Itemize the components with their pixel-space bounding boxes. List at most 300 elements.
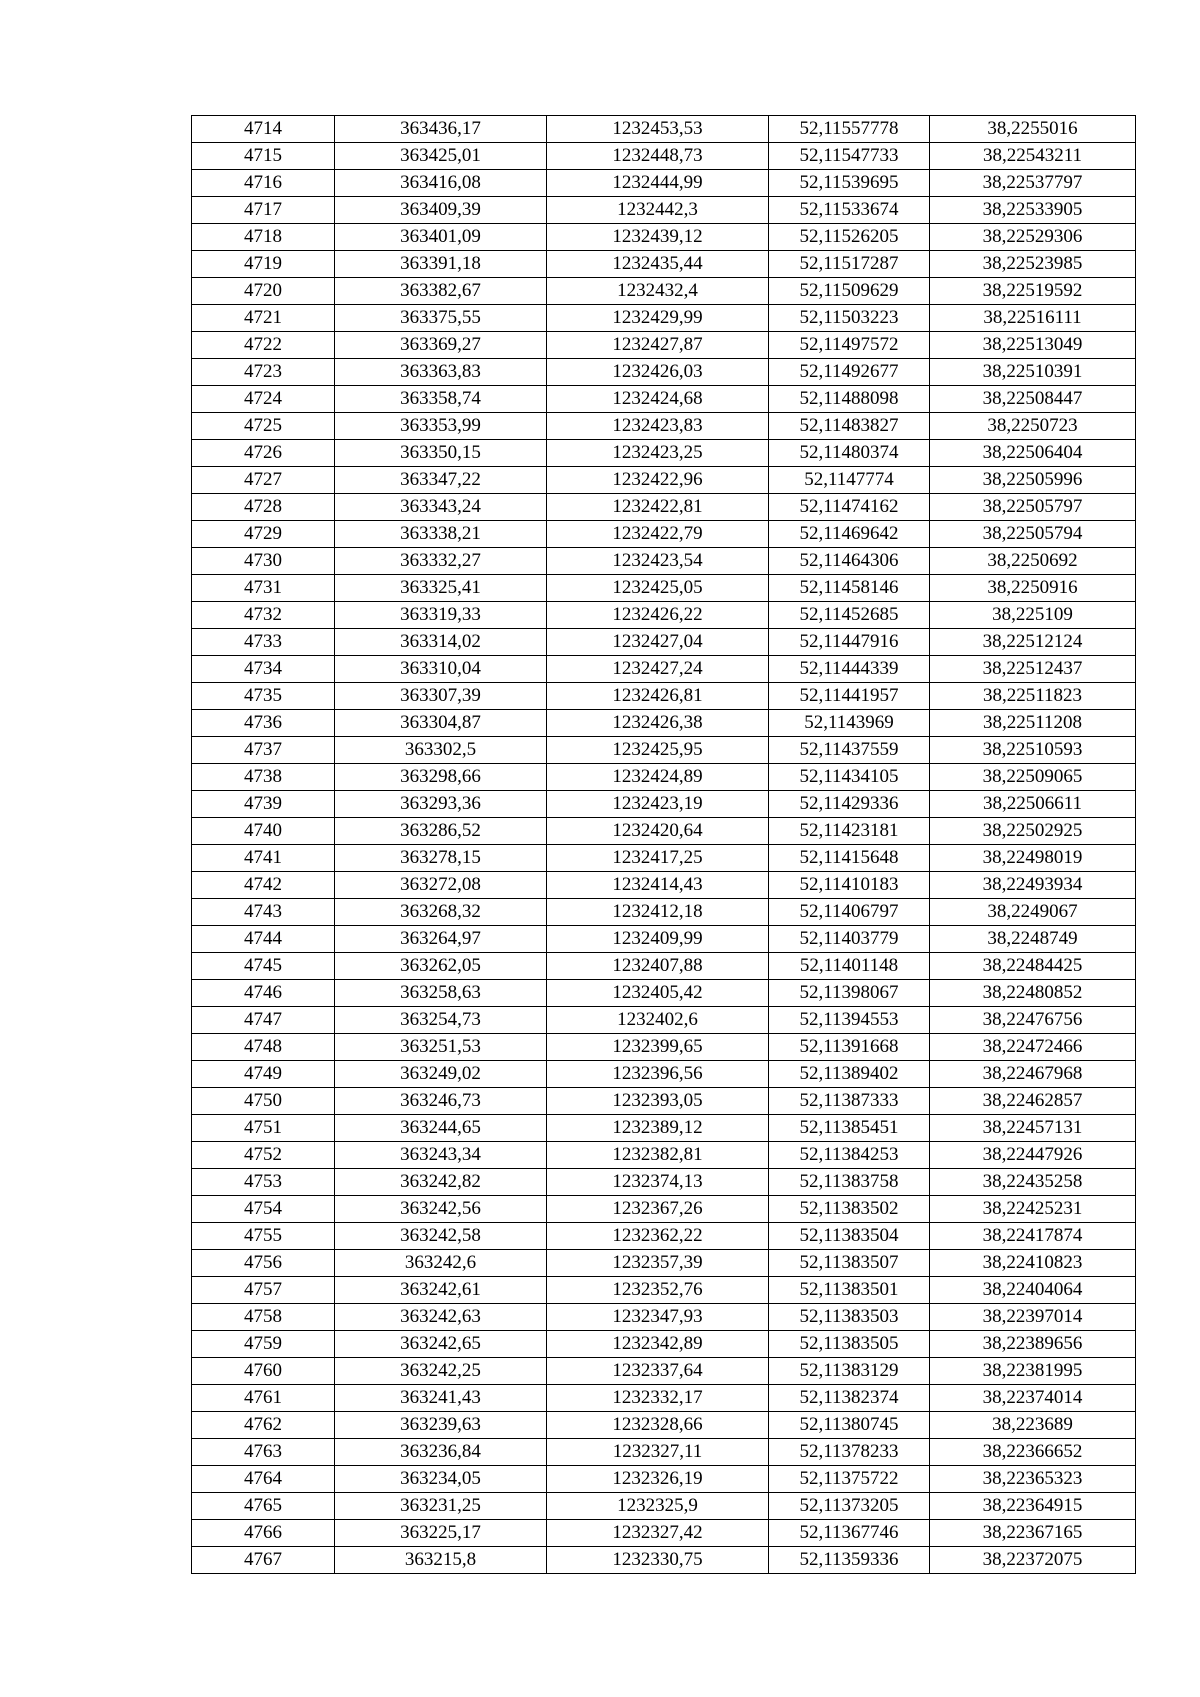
x-coordinate-cell: 363347,22 (335, 467, 547, 494)
x-coordinate-cell: 363358,74 (335, 386, 547, 413)
table-row (192, 1304, 1136, 1331)
longitude-cell: 38,22374014 (930, 1385, 1136, 1412)
latitude-cell: 52,11533674 (769, 197, 930, 224)
latitude-cell: 52,11423181 (769, 818, 930, 845)
y-coordinate-cell: 1232427,24 (547, 656, 769, 683)
y-coordinate-cell: 1232342,89 (547, 1331, 769, 1358)
latitude-cell: 52,11497572 (769, 332, 930, 359)
table-row (192, 548, 1136, 575)
point-number-cell: 4747 (192, 1007, 335, 1034)
x-coordinate-cell: 363286,52 (335, 818, 547, 845)
point-number-cell: 4716 (192, 170, 335, 197)
longitude-cell: 38,22493934 (930, 872, 1136, 899)
latitude-cell: 52,11375722 (769, 1466, 930, 1493)
y-coordinate-cell: 1232347,93 (547, 1304, 769, 1331)
point-number-cell: 4714 (192, 116, 335, 143)
table-row (192, 575, 1136, 602)
x-coordinate-cell: 363369,27 (335, 332, 547, 359)
longitude-cell: 38,22484425 (930, 953, 1136, 980)
y-coordinate-cell: 1232427,04 (547, 629, 769, 656)
point-number-cell: 4727 (192, 467, 335, 494)
longitude-cell: 38,22506611 (930, 791, 1136, 818)
longitude-cell: 38,22498019 (930, 845, 1136, 872)
longitude-cell: 38,22397014 (930, 1304, 1136, 1331)
y-coordinate-cell: 1232424,68 (547, 386, 769, 413)
y-coordinate-cell: 1232337,64 (547, 1358, 769, 1385)
table-row (192, 926, 1136, 953)
y-coordinate-cell: 1232407,88 (547, 953, 769, 980)
longitude-cell: 38,22372075 (930, 1547, 1136, 1574)
longitude-cell: 38,22381995 (930, 1358, 1136, 1385)
longitude-cell: 38,22425231 (930, 1196, 1136, 1223)
x-coordinate-cell: 363242,63 (335, 1304, 547, 1331)
latitude-cell: 52,11492677 (769, 359, 930, 386)
point-number-cell: 4732 (192, 602, 335, 629)
table-row (192, 332, 1136, 359)
y-coordinate-cell: 1232382,81 (547, 1142, 769, 1169)
y-coordinate-cell: 1232439,12 (547, 224, 769, 251)
y-coordinate-cell: 1232389,12 (547, 1115, 769, 1142)
latitude-cell: 52,11434105 (769, 764, 930, 791)
latitude-cell: 52,11444339 (769, 656, 930, 683)
y-coordinate-cell: 1232423,54 (547, 548, 769, 575)
point-number-cell: 4740 (192, 818, 335, 845)
point-number-cell: 4749 (192, 1061, 335, 1088)
table-row (192, 737, 1136, 764)
longitude-cell: 38,22510593 (930, 737, 1136, 764)
x-coordinate-cell: 363436,17 (335, 116, 547, 143)
y-coordinate-cell: 1232417,25 (547, 845, 769, 872)
point-number-cell: 4745 (192, 953, 335, 980)
latitude-cell: 52,11517287 (769, 251, 930, 278)
y-coordinate-cell: 1232425,95 (547, 737, 769, 764)
x-coordinate-cell: 363246,73 (335, 1088, 547, 1115)
table-row (192, 791, 1136, 818)
x-coordinate-cell: 363401,09 (335, 224, 547, 251)
latitude-cell: 52,11383504 (769, 1223, 930, 1250)
longitude-cell: 38,22516111 (930, 305, 1136, 332)
latitude-cell: 52,11383503 (769, 1304, 930, 1331)
table-row (192, 818, 1136, 845)
table-row (192, 1547, 1136, 1574)
y-coordinate-cell: 1232396,56 (547, 1061, 769, 1088)
y-coordinate-cell: 1232426,38 (547, 710, 769, 737)
x-coordinate-cell: 363338,21 (335, 521, 547, 548)
longitude-cell: 38,22457131 (930, 1115, 1136, 1142)
table-row (192, 1007, 1136, 1034)
x-coordinate-cell: 363272,08 (335, 872, 547, 899)
y-coordinate-cell: 1232444,99 (547, 170, 769, 197)
latitude-cell: 52,11474162 (769, 494, 930, 521)
point-number-cell: 4748 (192, 1034, 335, 1061)
longitude-cell: 38,22366652 (930, 1439, 1136, 1466)
longitude-cell: 38,22511823 (930, 683, 1136, 710)
latitude-cell: 52,11359336 (769, 1547, 930, 1574)
x-coordinate-cell: 363244,65 (335, 1115, 547, 1142)
x-coordinate-cell: 363416,08 (335, 170, 547, 197)
latitude-cell: 52,11378233 (769, 1439, 930, 1466)
latitude-cell: 52,11547733 (769, 143, 930, 170)
point-number-cell: 4767 (192, 1547, 335, 1574)
table-row (192, 170, 1136, 197)
latitude-cell: 52,11509629 (769, 278, 930, 305)
table-row (192, 872, 1136, 899)
x-coordinate-cell: 363319,33 (335, 602, 547, 629)
point-number-cell: 4736 (192, 710, 335, 737)
x-coordinate-cell: 363242,58 (335, 1223, 547, 1250)
y-coordinate-cell: 1232374,13 (547, 1169, 769, 1196)
latitude-cell: 52,11452685 (769, 602, 930, 629)
table-row (192, 899, 1136, 926)
x-coordinate-cell: 363268,32 (335, 899, 547, 926)
latitude-cell: 52,11373205 (769, 1493, 930, 1520)
longitude-cell: 38,22472466 (930, 1034, 1136, 1061)
latitude-cell: 52,11380745 (769, 1412, 930, 1439)
x-coordinate-cell: 363254,73 (335, 1007, 547, 1034)
y-coordinate-cell: 1232409,99 (547, 926, 769, 953)
y-coordinate-cell: 1232332,17 (547, 1385, 769, 1412)
table-row (192, 440, 1136, 467)
x-coordinate-cell: 363215,8 (335, 1547, 547, 1574)
point-number-cell: 4743 (192, 899, 335, 926)
y-coordinate-cell: 1232326,19 (547, 1466, 769, 1493)
latitude-cell: 52,11480374 (769, 440, 930, 467)
longitude-cell: 38,225109 (930, 602, 1136, 629)
latitude-cell: 52,11398067 (769, 980, 930, 1007)
table-row (192, 683, 1136, 710)
longitude-cell: 38,22508447 (930, 386, 1136, 413)
longitude-cell: 38,22533905 (930, 197, 1136, 224)
table-row (192, 1439, 1136, 1466)
table-row (192, 1277, 1136, 1304)
latitude-cell: 52,11441957 (769, 683, 930, 710)
longitude-cell: 38,22510391 (930, 359, 1136, 386)
latitude-cell: 52,11429336 (769, 791, 930, 818)
latitude-cell: 52,11539695 (769, 170, 930, 197)
coordinate-table-body (192, 116, 1136, 1574)
longitude-cell: 38,2250692 (930, 548, 1136, 575)
x-coordinate-cell: 363231,25 (335, 1493, 547, 1520)
table-row (192, 1088, 1136, 1115)
x-coordinate-cell: 363242,61 (335, 1277, 547, 1304)
point-number-cell: 4764 (192, 1466, 335, 1493)
point-number-cell: 4723 (192, 359, 335, 386)
x-coordinate-cell: 363242,65 (335, 1331, 547, 1358)
longitude-cell: 38,22364915 (930, 1493, 1136, 1520)
latitude-cell: 52,11503223 (769, 305, 930, 332)
latitude-cell: 52,1147774 (769, 467, 930, 494)
longitude-cell: 38,22462857 (930, 1088, 1136, 1115)
table-row (192, 845, 1136, 872)
y-coordinate-cell: 1232426,22 (547, 602, 769, 629)
y-coordinate-cell: 1232414,43 (547, 872, 769, 899)
longitude-cell: 38,2249067 (930, 899, 1136, 926)
x-coordinate-cell: 363409,39 (335, 197, 547, 224)
y-coordinate-cell: 1232330,75 (547, 1547, 769, 1574)
x-coordinate-cell: 363249,02 (335, 1061, 547, 1088)
x-coordinate-cell: 363236,84 (335, 1439, 547, 1466)
longitude-cell: 38,22435258 (930, 1169, 1136, 1196)
point-number-cell: 4760 (192, 1358, 335, 1385)
point-number-cell: 4734 (192, 656, 335, 683)
y-coordinate-cell: 1232412,18 (547, 899, 769, 926)
longitude-cell: 38,2248749 (930, 926, 1136, 953)
table-row (192, 1331, 1136, 1358)
x-coordinate-cell: 363242,25 (335, 1358, 547, 1385)
point-number-cell: 4724 (192, 386, 335, 413)
y-coordinate-cell: 1232328,66 (547, 1412, 769, 1439)
point-number-cell: 4756 (192, 1250, 335, 1277)
table-row (192, 224, 1136, 251)
x-coordinate-cell: 363363,83 (335, 359, 547, 386)
longitude-cell: 38,2250916 (930, 575, 1136, 602)
latitude-cell: 52,11410183 (769, 872, 930, 899)
y-coordinate-cell: 1232425,05 (547, 575, 769, 602)
latitude-cell: 52,11488098 (769, 386, 930, 413)
x-coordinate-cell: 363343,24 (335, 494, 547, 521)
x-coordinate-cell: 363258,63 (335, 980, 547, 1007)
longitude-cell: 38,2250723 (930, 413, 1136, 440)
x-coordinate-cell: 363234,05 (335, 1466, 547, 1493)
latitude-cell: 52,1143969 (769, 710, 930, 737)
point-number-cell: 4750 (192, 1088, 335, 1115)
point-number-cell: 4715 (192, 143, 335, 170)
point-number-cell: 4755 (192, 1223, 335, 1250)
latitude-cell: 52,11469642 (769, 521, 930, 548)
y-coordinate-cell: 1232367,26 (547, 1196, 769, 1223)
longitude-cell: 38,22523985 (930, 251, 1136, 278)
point-number-cell: 4730 (192, 548, 335, 575)
table-row (192, 494, 1136, 521)
latitude-cell: 52,11383129 (769, 1358, 930, 1385)
longitude-cell: 38,22511208 (930, 710, 1136, 737)
point-number-cell: 4754 (192, 1196, 335, 1223)
latitude-cell: 52,11383502 (769, 1196, 930, 1223)
point-number-cell: 4725 (192, 413, 335, 440)
point-number-cell: 4729 (192, 521, 335, 548)
point-number-cell: 4721 (192, 305, 335, 332)
point-number-cell: 4728 (192, 494, 335, 521)
y-coordinate-cell: 1232402,6 (547, 1007, 769, 1034)
longitude-cell: 38,22417874 (930, 1223, 1136, 1250)
y-coordinate-cell: 1232405,42 (547, 980, 769, 1007)
table-row (192, 656, 1136, 683)
table-row (192, 116, 1136, 143)
x-coordinate-cell: 363391,18 (335, 251, 547, 278)
table-row (192, 1385, 1136, 1412)
point-number-cell: 4746 (192, 980, 335, 1007)
y-coordinate-cell: 1232327,11 (547, 1439, 769, 1466)
point-number-cell: 4762 (192, 1412, 335, 1439)
y-coordinate-cell: 1232423,25 (547, 440, 769, 467)
x-coordinate-cell: 363293,36 (335, 791, 547, 818)
table-row (192, 953, 1136, 980)
longitude-cell: 38,22513049 (930, 332, 1136, 359)
table-row (192, 386, 1136, 413)
y-coordinate-cell: 1232423,83 (547, 413, 769, 440)
table-row (192, 1196, 1136, 1223)
longitude-cell: 38,22543211 (930, 143, 1136, 170)
point-number-cell: 4758 (192, 1304, 335, 1331)
longitude-cell: 38,22509065 (930, 764, 1136, 791)
longitude-cell: 38,22365323 (930, 1466, 1136, 1493)
y-coordinate-cell: 1232423,19 (547, 791, 769, 818)
point-number-cell: 4738 (192, 764, 335, 791)
y-coordinate-cell: 1232393,05 (547, 1088, 769, 1115)
table-row (192, 1115, 1136, 1142)
x-coordinate-cell: 363325,41 (335, 575, 547, 602)
y-coordinate-cell: 1232422,81 (547, 494, 769, 521)
latitude-cell: 52,11464306 (769, 548, 930, 575)
latitude-cell: 52,11385451 (769, 1115, 930, 1142)
point-number-cell: 4759 (192, 1331, 335, 1358)
point-number-cell: 4719 (192, 251, 335, 278)
longitude-cell: 38,22367165 (930, 1520, 1136, 1547)
latitude-cell: 52,11447916 (769, 629, 930, 656)
x-coordinate-cell: 363278,15 (335, 845, 547, 872)
table-row (192, 1250, 1136, 1277)
point-number-cell: 4722 (192, 332, 335, 359)
latitude-cell: 52,11403779 (769, 926, 930, 953)
latitude-cell: 52,11383758 (769, 1169, 930, 1196)
point-number-cell: 4761 (192, 1385, 335, 1412)
latitude-cell: 52,11383507 (769, 1250, 930, 1277)
latitude-cell: 52,11415648 (769, 845, 930, 872)
table-row (192, 602, 1136, 629)
longitude-cell: 38,22404064 (930, 1277, 1136, 1304)
latitude-cell: 52,11483827 (769, 413, 930, 440)
x-coordinate-cell: 363251,53 (335, 1034, 547, 1061)
point-number-cell: 4739 (192, 791, 335, 818)
latitude-cell: 52,11401148 (769, 953, 930, 980)
longitude-cell: 38,22467968 (930, 1061, 1136, 1088)
latitude-cell: 52,11526205 (769, 224, 930, 251)
x-coordinate-cell: 363310,04 (335, 656, 547, 683)
table-row (192, 143, 1136, 170)
latitude-cell: 52,11394553 (769, 1007, 930, 1034)
table-row (192, 467, 1136, 494)
latitude-cell: 52,11387333 (769, 1088, 930, 1115)
longitude-cell: 38,2255016 (930, 116, 1136, 143)
y-coordinate-cell: 1232448,73 (547, 143, 769, 170)
point-number-cell: 4718 (192, 224, 335, 251)
point-number-cell: 4765 (192, 1493, 335, 1520)
table-row (192, 1466, 1136, 1493)
x-coordinate-cell: 363264,97 (335, 926, 547, 953)
x-coordinate-cell: 363239,63 (335, 1412, 547, 1439)
table-row (192, 1358, 1136, 1385)
longitude-cell: 38,22512437 (930, 656, 1136, 683)
table-row (192, 359, 1136, 386)
point-number-cell: 4726 (192, 440, 335, 467)
point-number-cell: 4733 (192, 629, 335, 656)
latitude-cell: 52,11383501 (769, 1277, 930, 1304)
table-row (192, 629, 1136, 656)
x-coordinate-cell: 363353,99 (335, 413, 547, 440)
coordinate-table (191, 115, 1136, 1574)
latitude-cell: 52,11384253 (769, 1142, 930, 1169)
x-coordinate-cell: 363425,01 (335, 143, 547, 170)
x-coordinate-cell: 363241,43 (335, 1385, 547, 1412)
table-row (192, 413, 1136, 440)
latitude-cell: 52,11382374 (769, 1385, 930, 1412)
point-number-cell: 4757 (192, 1277, 335, 1304)
table-row (192, 1169, 1136, 1196)
x-coordinate-cell: 363298,66 (335, 764, 547, 791)
table-row (192, 1493, 1136, 1520)
longitude-cell: 38,22505794 (930, 521, 1136, 548)
latitude-cell: 52,11557778 (769, 116, 930, 143)
x-coordinate-cell: 363262,05 (335, 953, 547, 980)
y-coordinate-cell: 1232357,39 (547, 1250, 769, 1277)
longitude-cell: 38,22537797 (930, 170, 1136, 197)
point-number-cell: 4720 (192, 278, 335, 305)
y-coordinate-cell: 1232426,81 (547, 683, 769, 710)
y-coordinate-cell: 1232420,64 (547, 818, 769, 845)
y-coordinate-cell: 1232362,22 (547, 1223, 769, 1250)
point-number-cell: 4731 (192, 575, 335, 602)
x-coordinate-cell: 363242,56 (335, 1196, 547, 1223)
table-row (192, 1034, 1136, 1061)
y-coordinate-cell: 1232352,76 (547, 1277, 769, 1304)
table-row (192, 1412, 1136, 1439)
y-coordinate-cell: 1232435,44 (547, 251, 769, 278)
y-coordinate-cell: 1232424,89 (547, 764, 769, 791)
latitude-cell: 52,11406797 (769, 899, 930, 926)
longitude-cell: 38,22519592 (930, 278, 1136, 305)
longitude-cell: 38,22480852 (930, 980, 1136, 1007)
point-number-cell: 4751 (192, 1115, 335, 1142)
y-coordinate-cell: 1232442,3 (547, 197, 769, 224)
x-coordinate-cell: 363350,15 (335, 440, 547, 467)
latitude-cell: 52,11391668 (769, 1034, 930, 1061)
longitude-cell: 38,22505996 (930, 467, 1136, 494)
y-coordinate-cell: 1232429,99 (547, 305, 769, 332)
x-coordinate-cell: 363375,55 (335, 305, 547, 332)
table-row (192, 305, 1136, 332)
longitude-cell: 38,22447926 (930, 1142, 1136, 1169)
table-row (192, 521, 1136, 548)
y-coordinate-cell: 1232325,9 (547, 1493, 769, 1520)
y-coordinate-cell: 1232422,79 (547, 521, 769, 548)
point-number-cell: 4742 (192, 872, 335, 899)
point-number-cell: 4741 (192, 845, 335, 872)
point-number-cell: 4744 (192, 926, 335, 953)
y-coordinate-cell: 1232426,03 (547, 359, 769, 386)
latitude-cell: 52,11458146 (769, 575, 930, 602)
table-row (192, 251, 1136, 278)
y-coordinate-cell: 1232427,87 (547, 332, 769, 359)
table-row (192, 1520, 1136, 1547)
longitude-cell: 38,22389656 (930, 1331, 1136, 1358)
table-row (192, 710, 1136, 737)
x-coordinate-cell: 363382,67 (335, 278, 547, 305)
table-row (192, 1061, 1136, 1088)
x-coordinate-cell: 363242,6 (335, 1250, 547, 1277)
point-number-cell: 4735 (192, 683, 335, 710)
longitude-cell: 38,22410823 (930, 1250, 1136, 1277)
point-number-cell: 4753 (192, 1169, 335, 1196)
table-row (192, 764, 1136, 791)
table-row (192, 197, 1136, 224)
x-coordinate-cell: 363302,5 (335, 737, 547, 764)
x-coordinate-cell: 363307,39 (335, 683, 547, 710)
table-row (192, 1142, 1136, 1169)
point-number-cell: 4717 (192, 197, 335, 224)
x-coordinate-cell: 363242,82 (335, 1169, 547, 1196)
x-coordinate-cell: 363304,87 (335, 710, 547, 737)
longitude-cell: 38,22512124 (930, 629, 1136, 656)
